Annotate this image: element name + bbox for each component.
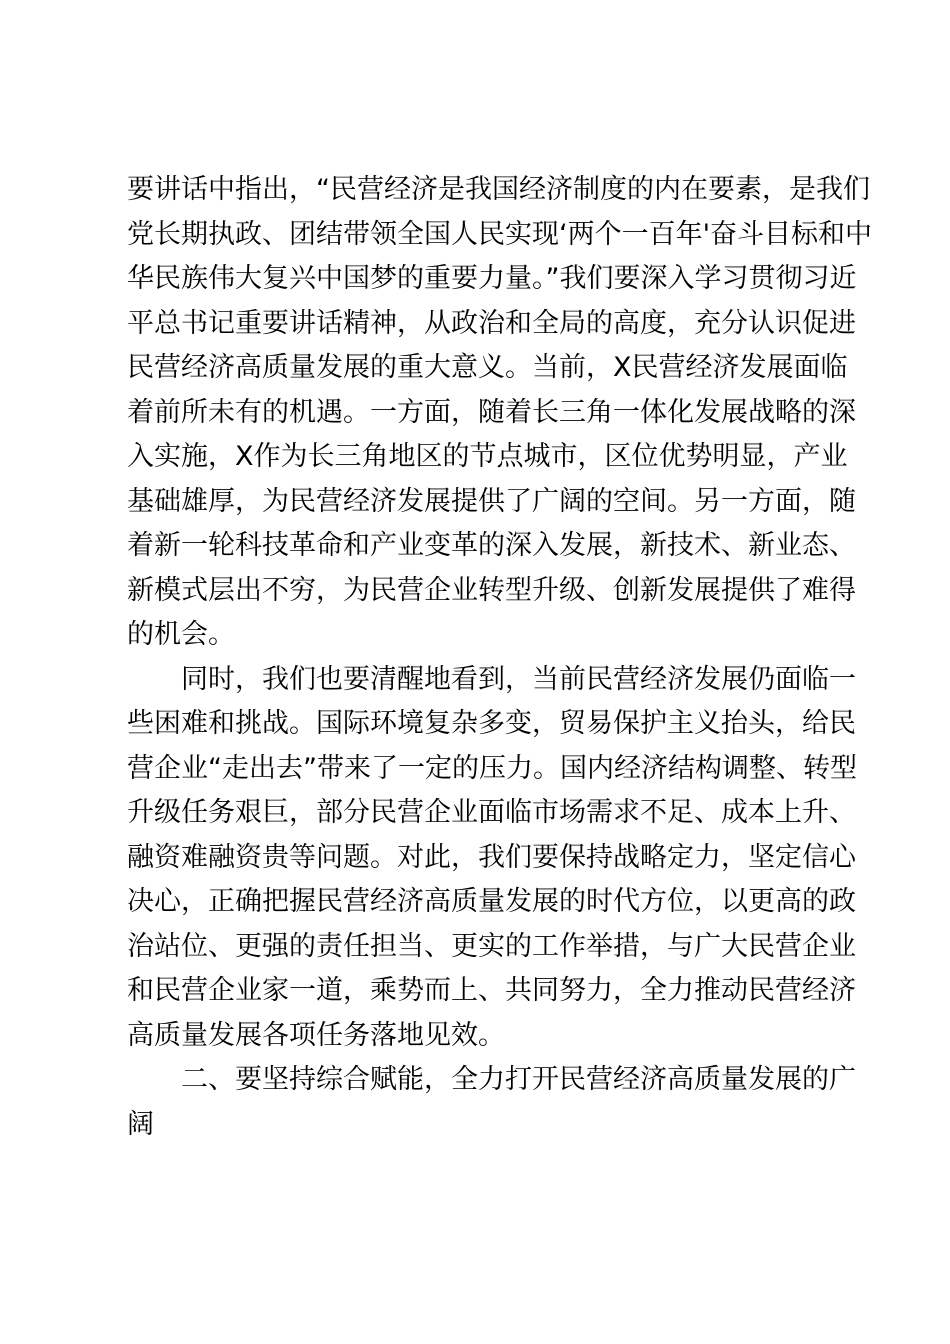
text-line: 治站位、更强的责任担当、更实的工作举措，与广大民营企业 [127,930,856,962]
text-line: 党长期执政、团结带领全国人民实现‘两个一百年'奋斗目标和中 [127,218,873,250]
text-line: 高质量发展各项任务落地见效。 [127,1019,505,1051]
text-line: 的机会。 [127,619,235,650]
text-line: 着新一轮科技革命和产业变革的深入发展，新技术、新业态、 [127,530,856,561]
section-heading-continued: 阔 [127,1108,154,1140]
section-heading: 二、要坚持综合赋能，全力打开民营经济高质量发展的广 [181,1064,856,1095]
text-line: 平总书记重要讲话精神，从政治和全局的高度，充分认识促进 [127,307,856,339]
text-line: 新模式层出不穷，为民营企业转型升级、创新发展提供了难得 [127,574,856,606]
text-line: 华民族伟大复兴中国梦的重要力量。”我们要深入学习贯彻习近 [127,263,857,294]
text-line: 营企业“走出去”带来了一定的压力。国内经济结构调整、转型 [127,752,857,784]
text-line: 融资难融资贵等问题。对此，我们要保持战略定力，坚定信心 [127,841,856,873]
text-line: 要讲话中指出，“民营经济是我国经济制度的内在要素，是我们 [127,174,870,205]
text-line: 着前所未有的机遇。一方面，随着长三角一体化发展战略的深 [127,396,856,428]
text-line: 升级任务艰巨，部分民营企业面临市场需求不足、成本上升、 [127,797,856,828]
body-text [127,168,873,1147]
text-line: 和民营企业家一道，乘势而上、共同努力，全力推动民营经济 [127,975,856,1006]
text-line: 些困难和挑战。国际环境复杂多变，贸易保护主义抬头，给民 [127,708,856,739]
text-line: 基础雄厚，为民营经济发展提供了广阔的空间。另一方面，随 [127,485,856,517]
text-line: 入实施，X作为长三角地区的节点城市，区位优势明显，产业 [127,441,848,472]
text-line: 民营经济高质量发展的重大意义。当前，X民营经济发展面临 [127,352,848,383]
text-line: 决心，正确把握民营经济高质量发展的时代方位，以更高的政 [127,886,856,917]
text-line: 同时，我们也要清醒地看到，当前民营经济发展仍面临一 [181,663,856,695]
